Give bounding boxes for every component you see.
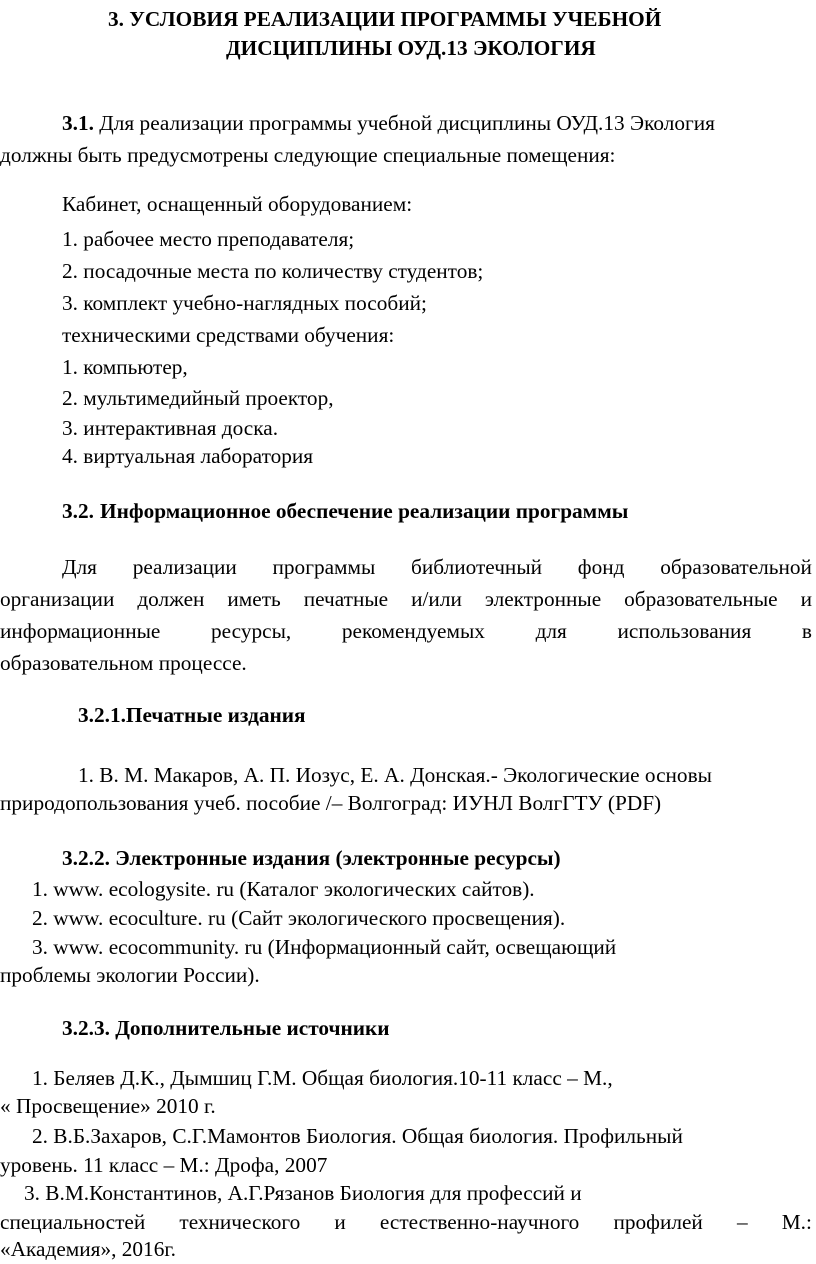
equipment-item: 2. посадочные места по количеству студентов;	[62, 259, 484, 283]
extra-source-line: уровень. 11 класс – М.: Дрофа, 2007	[0, 1153, 328, 1177]
s323-title: 3.2.3. Дополнительные источники	[62, 1016, 390, 1040]
equipment-item: 3. комплект учебно-наглядных пособий;	[62, 291, 427, 315]
e-resource-item: 2. www. ecoculture. ru (Сайт экологического просвещения).	[32, 906, 566, 930]
extra-source-line: 1. Беляев Д.К., Дымшиц Г.М. Общая биология.10-11 класс – М.,	[32, 1066, 613, 1090]
extra-source-line: 2. В.Б.Захаров, С.Г.Мамонтов Биология. Общая биология. Профильный	[32, 1124, 683, 1148]
s321-title: 3.2.1.Печатные издания	[78, 703, 306, 727]
s32-para-line1: Для реализации программы библиотечный фонд образовательной	[62, 555, 812, 579]
cabinet-heading: Кабинет, оснащенный оборудованием:	[62, 192, 413, 216]
e-resource-item: 1. www. ecologysite. ru (Каталог экологических сайтов).	[32, 877, 535, 901]
e-resource-item: 3. www. ecocommunity. ru (Информационный сайт, освещающий	[32, 935, 617, 959]
tech-item: 1. компьютер,	[62, 355, 188, 379]
printed-item-line1: 1. В. М. Макаров, А. П. Иозус, Е. А. Донская.- Экологические основы	[78, 763, 712, 787]
s31-line1	[62, 108, 715, 138]
s32-para-line4: образовательном процессе.	[0, 651, 247, 675]
printed-item-line2: природопользования учеб. пособие /– Волгоград: ИУНЛ ВолгГТУ (PDF)	[0, 791, 662, 815]
extra-source-line: « Просвещение» 2010 г.	[0, 1094, 216, 1118]
section-title-line2: ДИСЦИПЛИНЫ ОУД.13 ЭКОЛОГИЯ	[226, 36, 596, 60]
section-title-line1: 3. УСЛОВИЯ РЕАЛИЗАЦИИ ПРОГРАММЫ УЧЕБНОЙ	[108, 7, 662, 31]
tech-heading: техническими средствами обучения:	[62, 323, 395, 347]
extra-source-line-justified: специальностей технического и естественно-научного профилей – М.:	[0, 1210, 812, 1234]
tech-item: 4. виртуальная лаборатория	[62, 444, 314, 468]
extra-source-line: «Академия», 2016г.	[0, 1237, 177, 1261]
tech-item: 2. мультимедийный проектор,	[62, 386, 334, 410]
s322-title: 3.2.2. Электронные издания (электронные ресурсы)	[62, 846, 561, 870]
tech-item: 3. интерактивная доска.	[62, 416, 279, 440]
s32-para-line3: информационные ресурсы, рекомендуемых для использования в	[0, 619, 812, 643]
s32-para-line2: организации должен иметь печатные и/или электронные образовательные и	[0, 587, 812, 611]
equipment-item: 1. рабочее место преподавателя;	[62, 227, 355, 251]
s31-line2: должны быть предусмотрены следующие специальные помещения:	[0, 143, 616, 167]
s32-number: 3.2.	[62, 499, 94, 523]
s31-text: Для реализации программы учебной дисциплины ОУД.13 Экология	[93, 111, 715, 135]
e-resource-item-cont: проблемы экологии России).	[0, 963, 260, 987]
s31-number: 3.1.	[62, 111, 94, 135]
s32-title: Информационное обеспечение реализации программы	[100, 499, 629, 523]
extra-source-line: 3. В.М.Константинов, А.Г.Рязанов Биология для профессий и	[24, 1181, 582, 1205]
